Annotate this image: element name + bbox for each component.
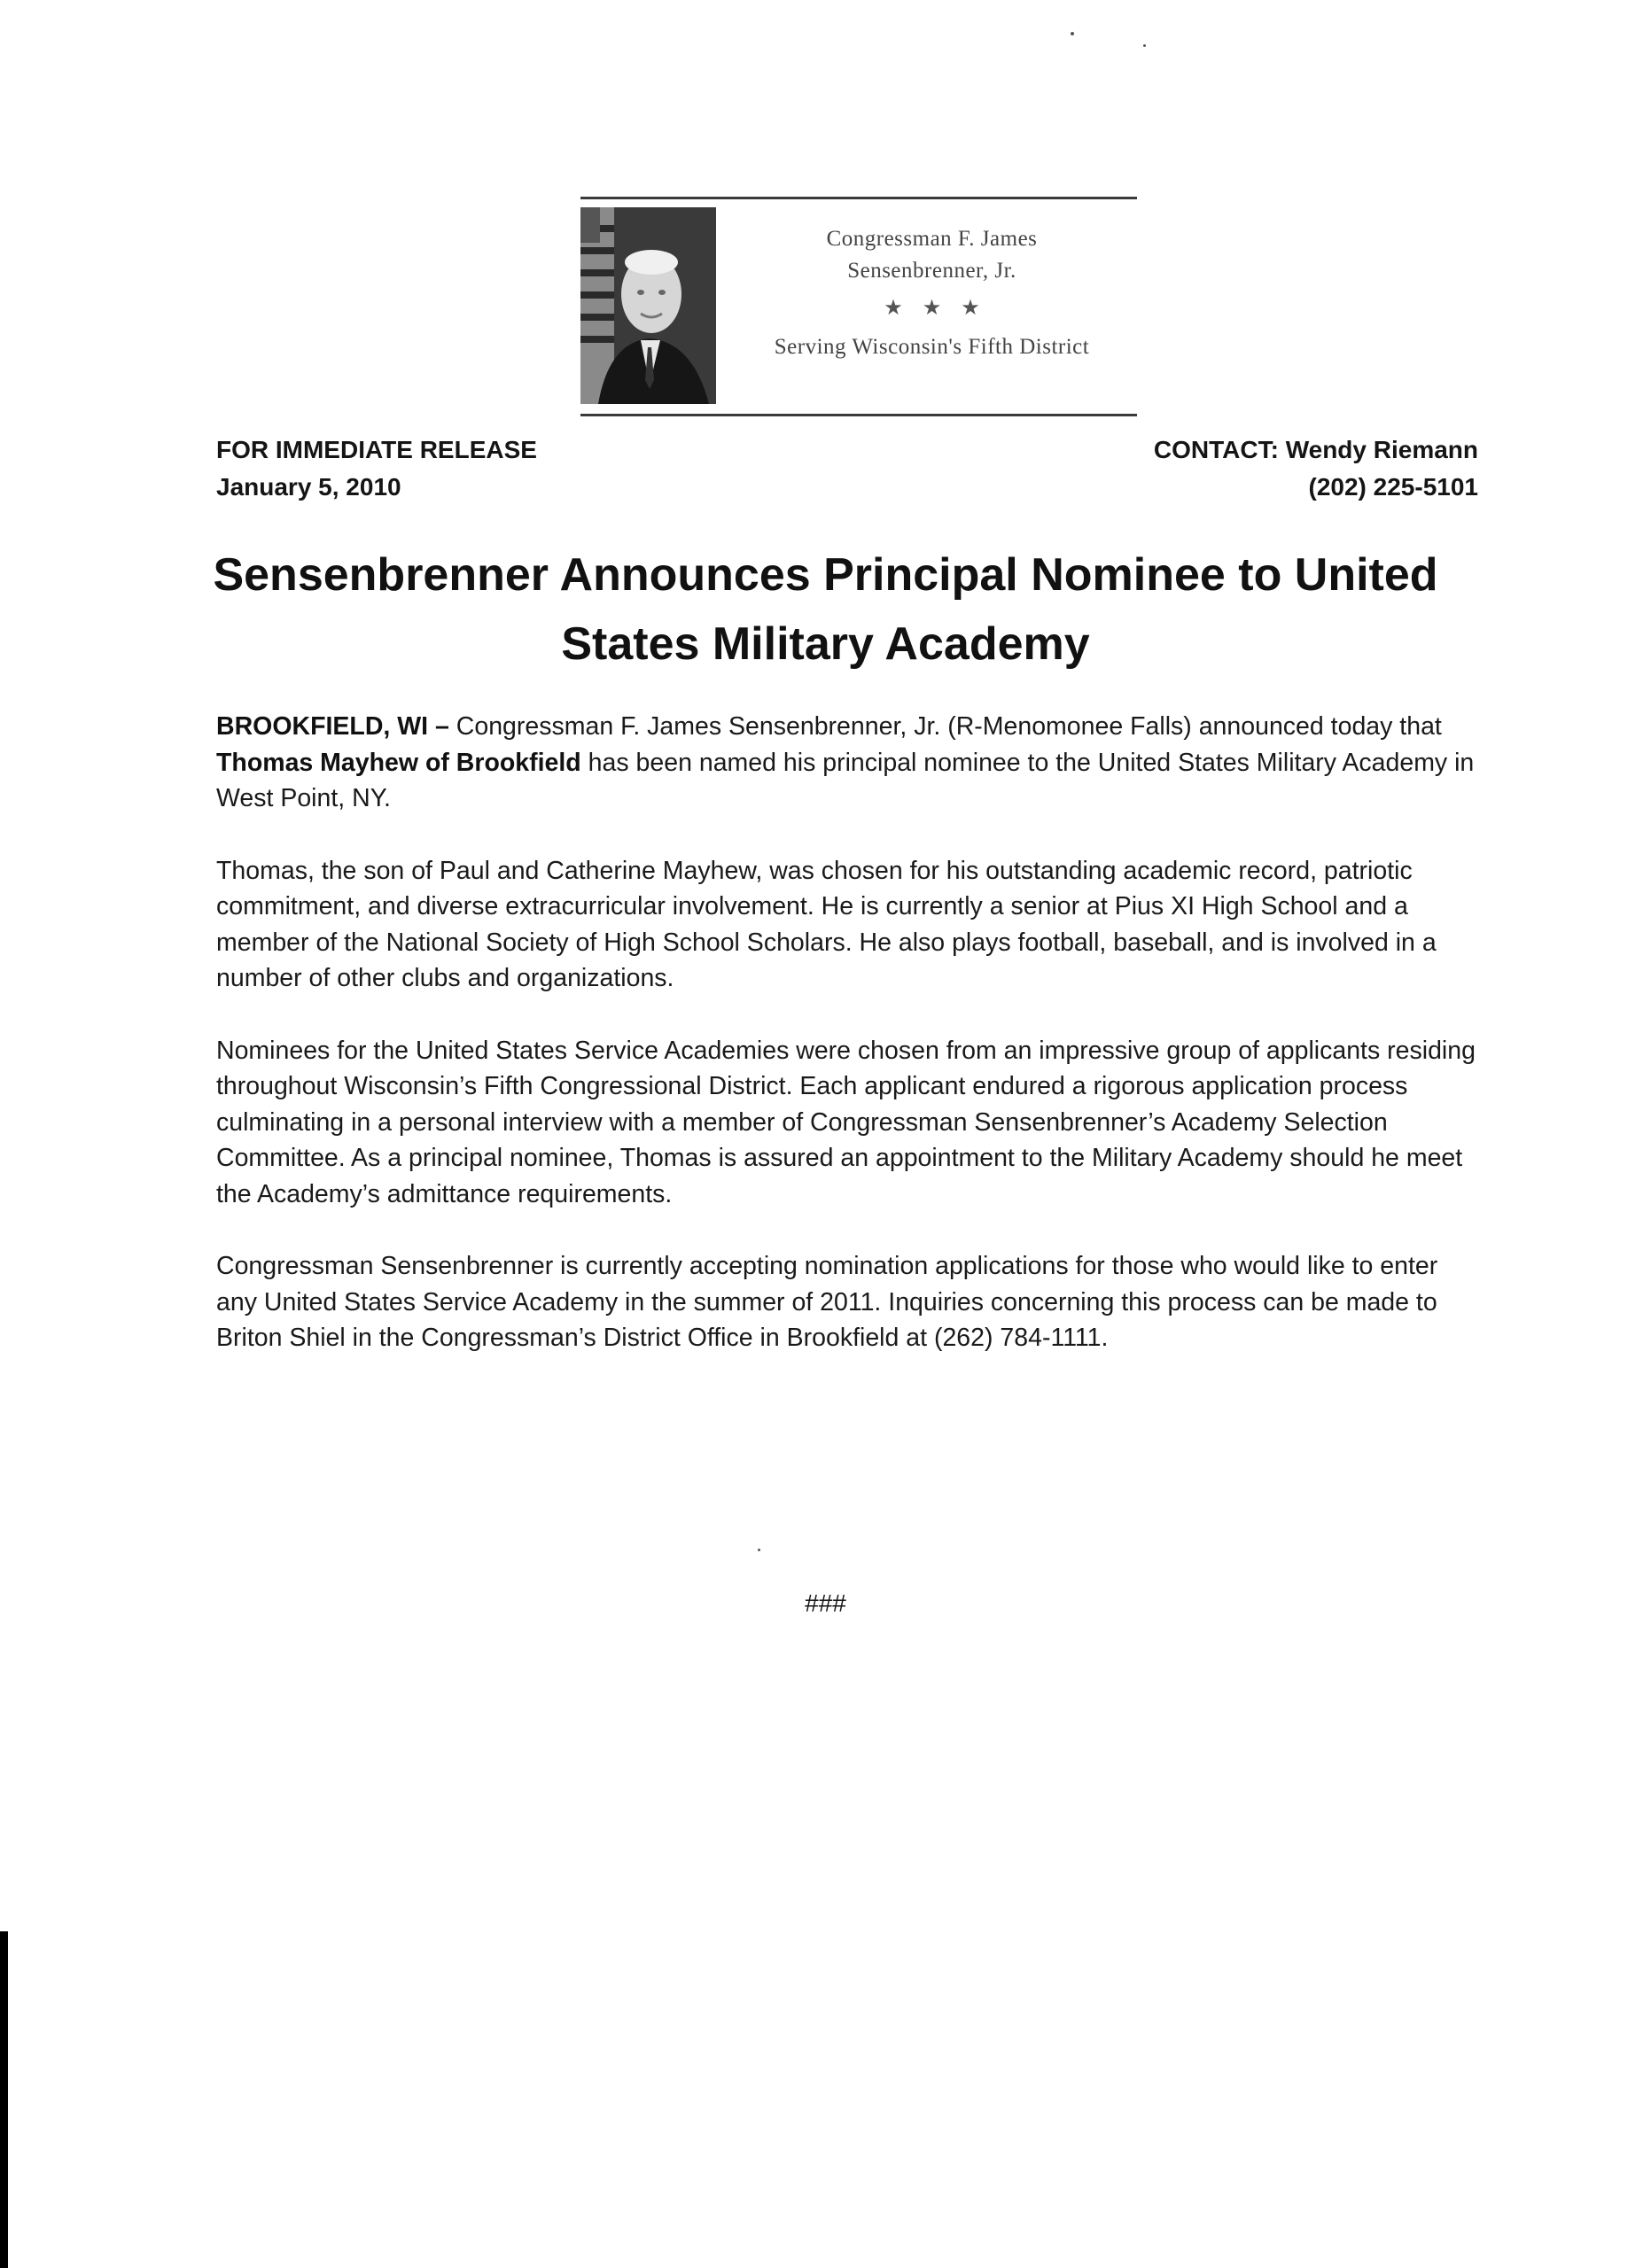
letterhead-bottom-rule xyxy=(580,414,1137,416)
press-release-body xyxy=(216,709,1484,1393)
paragraph-1-text-a: Congressman F. James Sensenbrenner, Jr. (R-Menomonee Falls) announced today that xyxy=(448,712,1442,741)
letterhead-name-line2: Sensenbrenner, Jr. xyxy=(847,259,1016,283)
letterhead-motto: Serving Wisconsin's Fifth District xyxy=(774,335,1090,359)
letterhead-top-rule xyxy=(580,197,1137,199)
letterhead-text xyxy=(727,223,1137,365)
release-date: January 5, 2010 xyxy=(216,473,401,501)
scan-speck xyxy=(758,1549,760,1551)
paragraph-4: Congressman Sensenbrenner is currently accepting nomination applications for those who would like to enter any United States Service Academy in the summer of 2011. Inquiries concerning this process can be made to Briton Shiel in the Congressman’s District Office in Brookfield at (262) 784-1111. xyxy=(216,1252,1438,1352)
paragraph-1-text-b: has been named his principal nominee to the United States Military Academy in West Point, NY. xyxy=(216,748,1475,812)
congressman-portrait-image xyxy=(580,207,716,404)
release-label: FOR IMMEDIATE RELEASE xyxy=(216,436,537,463)
letterhead xyxy=(580,197,1137,416)
page-title xyxy=(177,540,1474,679)
star-icon-row: ★★★ xyxy=(884,297,1000,320)
paragraph-3: Nominees for the United States Service Academies were chosen from an impressive group of applicants residing throughout Wisconsin’s Fifth Congressional District. Each applicant endured a rigorous application process culminating in a personal interview with a member of Congressman Sensenbrenner’s Academy Selection Committee. As a principal nominee, Thomas is assured an appointment to the Military Academy should he meet the Academy’s admittance requirements. xyxy=(216,1036,1476,1208)
headline-line2: States Military Academy xyxy=(561,618,1090,670)
paragraph-1 xyxy=(216,709,1484,817)
scan-speck xyxy=(1071,32,1074,35)
end-mark: ### xyxy=(805,1589,846,1617)
dateline: BROOKFIELD, WI – xyxy=(216,712,449,741)
headline-line1: Sensenbrenner Announces Principal Nominee to United xyxy=(213,549,1438,601)
contact-phone: (202) 225-5101 xyxy=(1308,473,1478,501)
release-info xyxy=(216,431,537,506)
contact-name: CONTACT: Wendy Riemann xyxy=(1153,436,1478,463)
letterhead-name-line1: Congressman F. James xyxy=(826,227,1038,251)
paragraph-2: Thomas, the son of Paul and Catherine Mayhew, was chosen for his outstanding academic record, patriotic commitment, and diverse extracurricular involvement. He is currently a senior at Pius XI High School and a member of the National Society of High School Scholars. He also plays football, baseball, and is involved in a number of other clubs and organizations. xyxy=(216,856,1437,992)
contact-info xyxy=(1154,431,1478,506)
scan-speck xyxy=(1143,44,1146,47)
scan-edge-artifact xyxy=(0,1931,8,2268)
nominee-name: Thomas Mayhew of Brookfield xyxy=(216,748,581,777)
